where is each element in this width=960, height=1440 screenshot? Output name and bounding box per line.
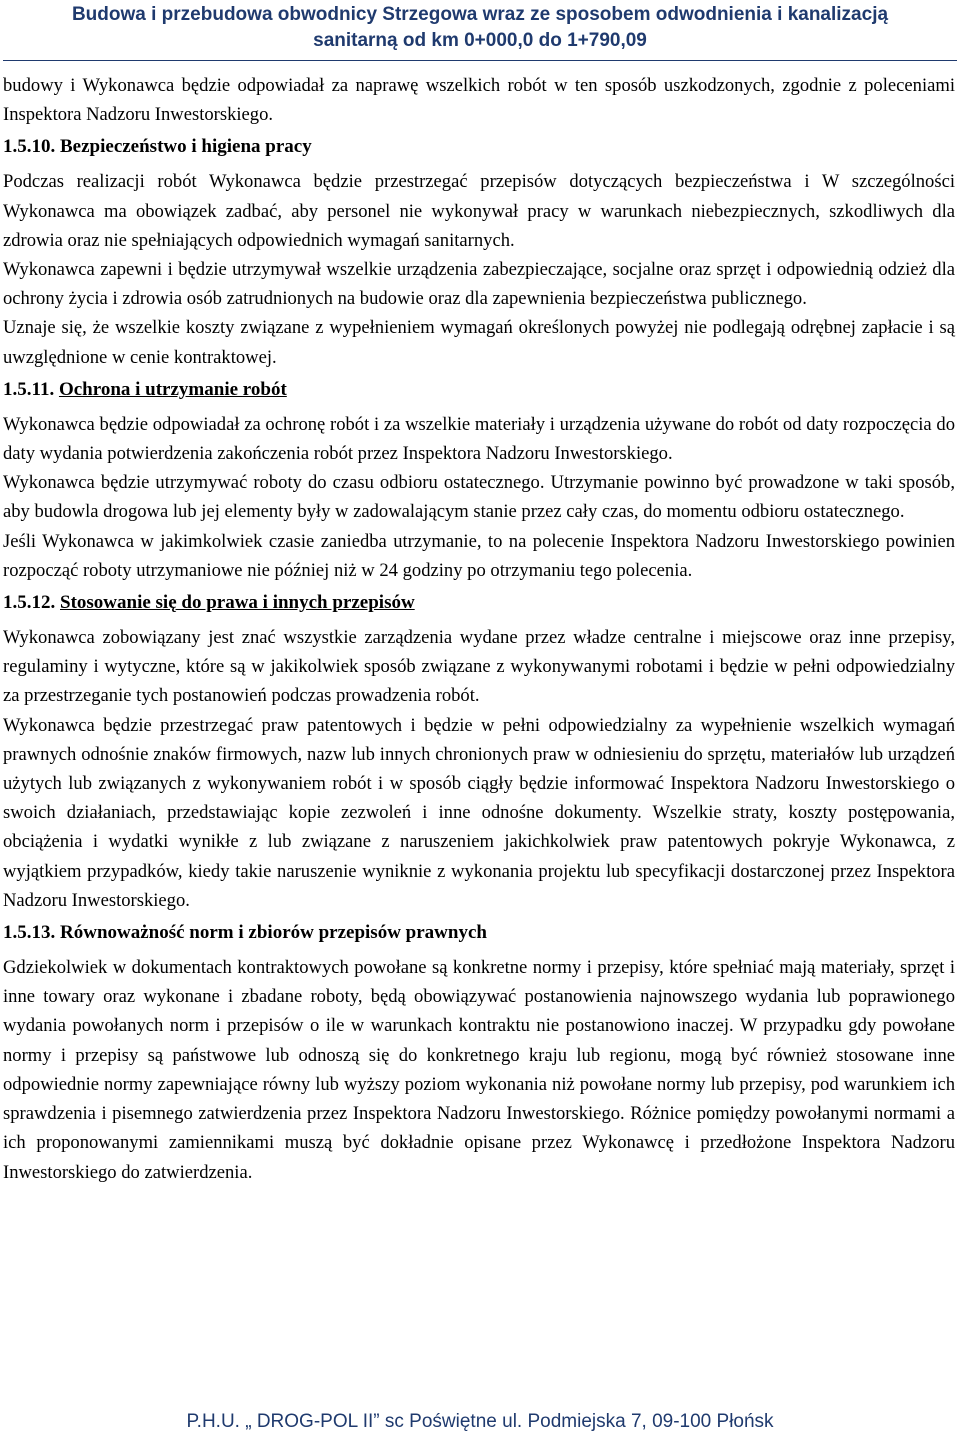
section-heading-1-5-13 <box>3 919 955 947</box>
paragraph: Wykonawca będzie odpowiadał za ochronę robót i za wszelkie materiały i urządzenia używane do robót od daty rozpoczęcia do daty wydania potwierdzenia zakończenia robót przez Inspektora Nadzoru Inwestorskiego. <box>3 413 955 465</box>
section-title: Równoważność norm i zbiorów przepisów prawnych <box>60 922 487 944</box>
paragraph: Jeśli Wykonawca w jakimkolwiek czasie zaniedba utrzymanie, to na polecenie Inspektora Nadzoru Inwestorskiego powinien rozpocząć roboty utrzymaniowe nie później niż w 24 godziny po otrzymaniu tego polecenia. <box>3 530 955 581</box>
header-title-line-1: Budowa i przebudowa obwodnicy Strzegowa wraz ze sposobem odwodnienia i kanalizacją <box>71 4 889 25</box>
section-heading-1-5-11 <box>3 376 955 404</box>
paragraph: Gdziekolwiek w dokumentach kontraktowych powołane są konkretne normy i przepisy, które spełniać mają materiały, sprzęt i inne towary oraz wykonane i zbadane roboty, będą obowiązywać postanowienia najnowszego wydania lub poprawionego wydania powołanych norm i przepisów o ile w warunkach kontraktu nie postanowiono inaczej. W przypadku gdy powołane normy i przepisy są państwowe lub odnoszą się do konkretnego kraju lub regionu, mogą być również stosowane inne odpowiednie normy zapewniające równy lub wyższy poziom wykonania niż powołane normy lub przepisy, pod warunkiem ich sprawdzenia i pisemnego zatwierdzenia przez Inspektora Nadzoru Inwestorskiego. Różnice pomiędzy powołanymi normami a ich proponowanymi zamiennikami muszą być dokładnie opisane przez Wykonawcę i przedłożone Inspektora Nadzoru Inwestorskiego do zatwierdzenia. <box>3 957 955 1183</box>
section-title: Stosowanie się do prawa i innych przepisów <box>60 592 415 614</box>
page-header <box>0 2 960 54</box>
section-title: Ochrona i utrzymanie robót <box>58 378 287 400</box>
section-number: 1.5.12. <box>3 592 56 614</box>
paragraph: Wykonawca zapewni i będzie utrzymywał wszelkie urządzenia zabezpieczające, socjalne oraz sprzęt i odpowiednią odzież dla ochrony życia i zdrowia osób zatrudnionych na budowie oraz dla zapewnienia bezpieczeństwa publicznego. <box>3 259 955 310</box>
page-footer: P.H.U. „ DROG-POL II” sc Poświętne ul. Podmiejska 7, 09-100 Płońsk <box>186 1411 774 1432</box>
header-title-line-2: sanitarną od km 0+000,0 do 1+790,09 <box>313 30 647 51</box>
section-number: 1.5.10. <box>3 136 56 158</box>
section-heading-1-5-10 <box>3 133 955 161</box>
paragraph: Podczas realizacji robót Wykonawca będzie przestrzegać przepisów dotyczących bezpieczeństwa i W szczególności Wykonawca ma obowiązek zadbać, aby personel nie wykonywał pracy w warunkach niebezpiecznych, szkodliwych dla zdrowia oraz nie spełniających odpowiednich wymagań sanitarnych. <box>3 171 955 251</box>
paragraph: Wykonawca będzie utrzymywać roboty do czasu odbioru ostatecznego. Utrzymanie powinno być prowadzone w taki sposób, aby budowla drogowa lub jej elementy były w zadowalającym stanie przez cały czas, do momentu odbioru ostatecznego. <box>3 472 955 523</box>
intro-paragraph: budowy i Wykonawca będzie odpowiadał za naprawę wszelkich robót w ten sposób uszkodzonych, zgodnie z poleceniami Inspektora Nadzoru Inwestorskiego. <box>3 75 955 126</box>
section-heading-1-5-12 <box>3 589 955 617</box>
section-title: Bezpieczeństwo i higiena pracy <box>60 136 312 158</box>
paragraph: Wykonawca zobowiązany jest znać wszystkie zarządzenia wydane przez władze centralne i miejscowe oraz inne przepisy, regulaminy i wytyczne, które są w jakikolwiek sposób związane z wykonywanymi robotami i będzie w pełni odpowiedzialny za przestrzeganie tych postanowień podczas prowadzenia robót. <box>3 627 955 707</box>
header-divider <box>3 60 957 61</box>
paragraph: Wykonawca będzie przestrzegać praw patentowych i będzie w pełni odpowiedzialny za wypełnienie wszelkich wymagań prawnych odnośnie znaków firmowych, nazw lub innych chronionych praw w odniesieniu do sprzętu, materiałów lub urządzeń użytych lub związanych z wykonywaniem robót i w sposób ciągły będzie informować Inspektora Nadzoru Inwestorskiego o swoich działaniach, przedstawiając kopie zezwoleń i inne odnośne dokumenty. Wszelkie straty, koszty postępowania, obciążenia i wydatki wynikłe z lub związane z naruszeniem jakichkolwiek praw patentowych pokryje Wykonawca, z wyjątkiem przypadków, kiedy takie naruszenie wyniknie z wykonania projektu lub specyfikacji dostarczonej przez Inspektora Nadzoru Inwestorskiego. <box>3 714 955 911</box>
section-number: 1.5.11. <box>3 378 55 400</box>
section-number: 1.5.13. <box>3 922 56 944</box>
paragraph: Uznaje się, że wszelkie koszty związane z wypełnieniem wymagań określonych powyżej nie podlegają odrębnej zapłacie i są uwzględnione w cenie kontraktowej. <box>3 317 955 368</box>
page-content <box>3 71 955 1187</box>
